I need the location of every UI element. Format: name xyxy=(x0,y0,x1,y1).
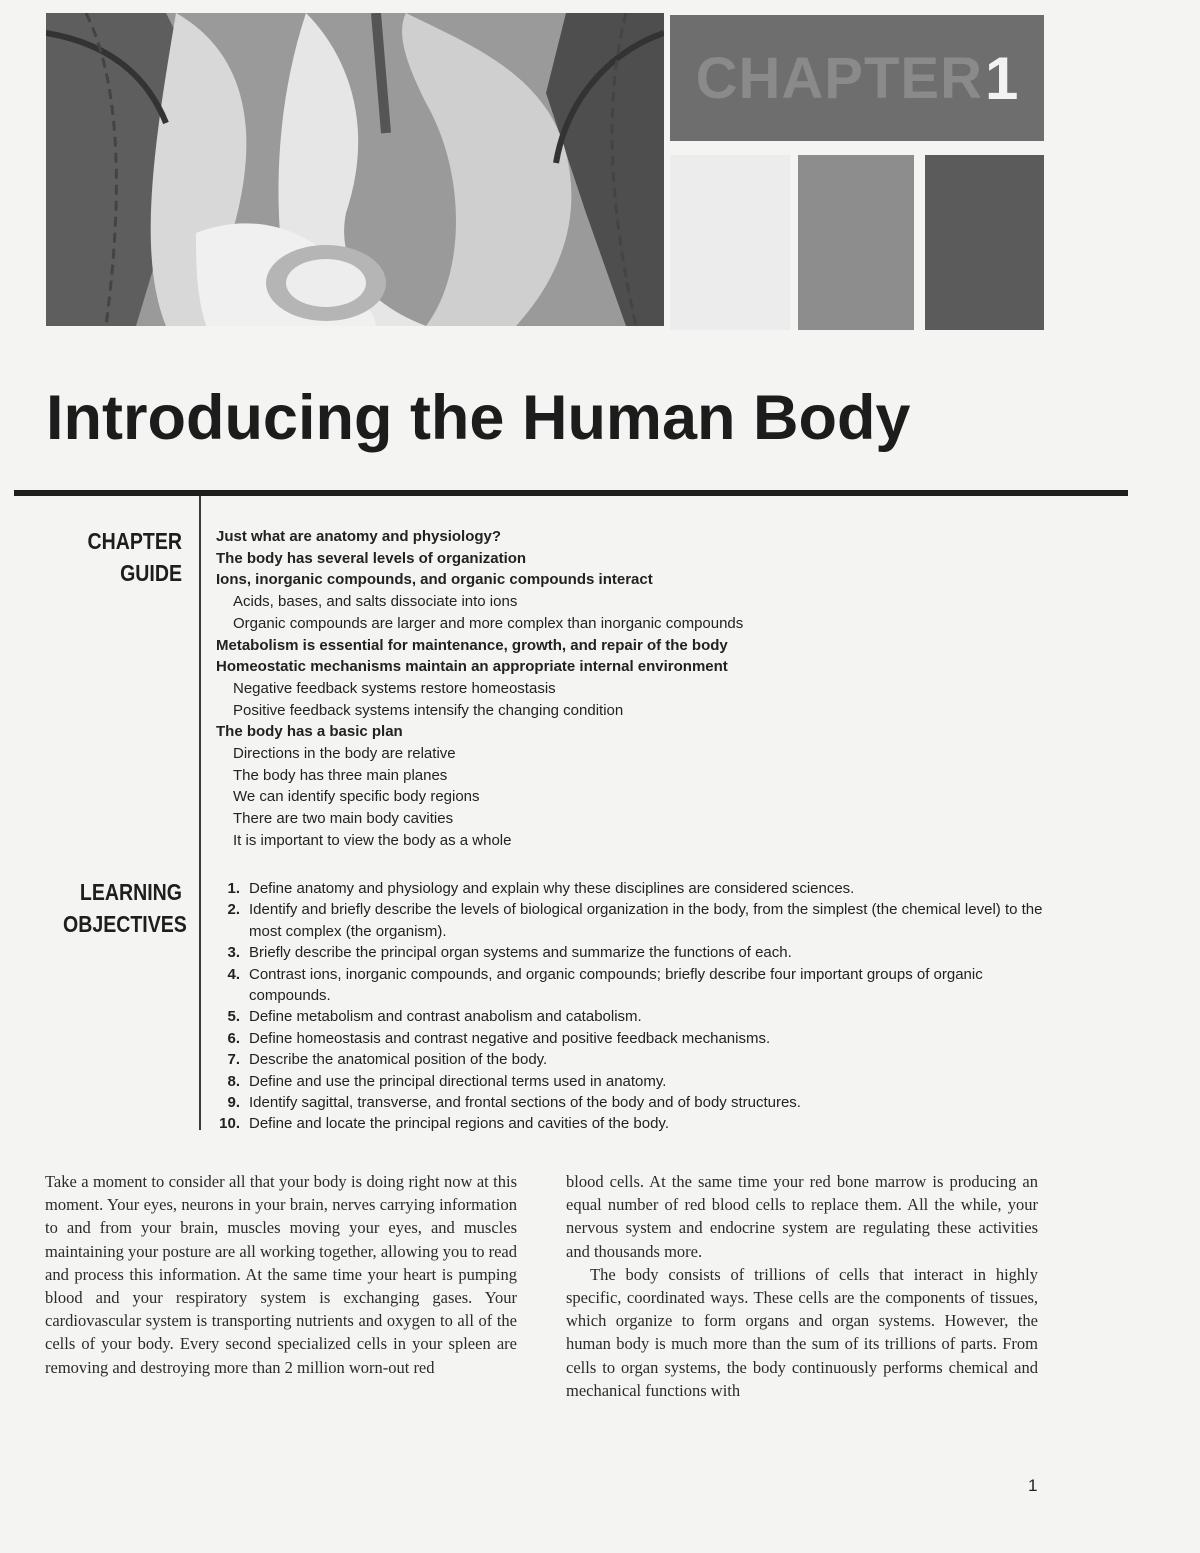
body-paragraph-left: Take a moment to consider all that your body is doing right now at this moment. Your eyes, neurons in your brain, nerves carrying information to and from your brain, muscles moving your eyes, and muscles maintaining your posture are all working together, allowing you to read and process this information. At the same time your heart is pumping blood and your respiratory system is exchanging gases. Your cardiovascular system is transporting nutrients and oxygen to all of the cells of your body. Every second specialized cells in your spleen are removing and destroying more than 2 million worn-out red xyxy=(45,1172,517,1377)
objective-number: 5. xyxy=(227,1008,240,1026)
objective-text: Define homeostasis and contrast negative and positive feedback mechanisms. xyxy=(249,1029,771,1047)
chapter-opener-illustration xyxy=(46,13,664,326)
chapter-guide-heading-line1: CHAPTER xyxy=(87,528,182,554)
sidebar-divider xyxy=(199,496,201,1130)
objective-text: Identify and briefly describe the levels of biological organization in the body, from the simplest (the chemical level) to the most complex (the organism). xyxy=(249,901,1043,940)
guide-subtopic: Organic compounds are larger and more complex than inorganic compounds xyxy=(233,614,744,632)
objective-text: Define and use the principal directional terms used in anatomy. xyxy=(249,1072,667,1090)
color-swatch-light xyxy=(670,155,790,330)
guide-subtopic: The body has three main planes xyxy=(233,766,448,784)
objective-text: Describe the anatomical position of the body. xyxy=(249,1051,548,1069)
guide-subtopic: Acids, bases, and salts dissociate into ions xyxy=(233,593,518,611)
objective-text: Contrast ions, inorganic compounds, and organic compounds; briefly describe four important groups of organic compounds. xyxy=(249,965,983,1005)
objective-text: Define metabolism and contrast anabolism and catabolism. xyxy=(249,1008,642,1026)
chapter-guide-list xyxy=(216,526,743,852)
guide-topic: Ions, inorganic compounds, and organic compounds interact xyxy=(216,571,653,589)
chapter-guide-heading xyxy=(63,525,182,589)
thorax-cross-section-illustration xyxy=(46,13,664,326)
objective-number: 1. xyxy=(227,880,240,897)
guide-subtopic: It is important to view the body as a whole xyxy=(233,831,512,849)
objective-number: 2. xyxy=(227,901,240,919)
objective-number: 7. xyxy=(227,1051,240,1069)
learning-objectives-heading xyxy=(63,876,187,940)
chapter-guide-heading-line2: GUIDE xyxy=(120,560,182,586)
learning-objectives-list xyxy=(216,878,1056,1135)
guide-topic: Metabolism is essential for maintenance, growth, and repair of the body xyxy=(216,636,728,654)
guide-topic: The body has a basic plan xyxy=(216,723,403,741)
color-swatch-mid xyxy=(798,155,914,330)
objective-text: Define and locate the principal regions and cavities of the body. xyxy=(249,1115,669,1133)
body-paragraph-right-1: blood cells. At the same time your red bone marrow is producing an equal number of red blood cells to replace them. All the while, your nervous system and endocrine system are regulating these activities and thousands more. xyxy=(566,1172,1038,1261)
guide-subtopic: Negative feedback systems restore homeostasis xyxy=(233,679,556,697)
objective-number: 8. xyxy=(227,1072,240,1090)
objective-item xyxy=(216,1071,1056,1092)
objective-item xyxy=(216,899,1056,942)
body-column-right xyxy=(566,1170,1038,1402)
objective-item xyxy=(216,1049,1056,1070)
color-swatch-dark xyxy=(925,155,1044,330)
guide-topic: Just what are anatomy and physiology? xyxy=(216,528,502,545)
objective-text: Define anatomy and physiology and explain why these disciplines are considered sciences. xyxy=(249,880,855,897)
chapter-number: 1 xyxy=(984,44,1019,112)
objective-item xyxy=(216,1092,1056,1113)
objective-text: Briefly describe the principal organ systems and summarize the functions of each. xyxy=(249,944,792,962)
chapter-banner xyxy=(670,15,1044,141)
objective-number: 6. xyxy=(227,1029,240,1047)
objective-item xyxy=(216,1113,1056,1134)
guide-topic: The body has several levels of organization xyxy=(216,549,527,567)
guide-subtopic: Directions in the body are relative xyxy=(233,745,456,763)
objective-item xyxy=(216,964,1056,1007)
title-divider xyxy=(14,490,1128,496)
guide-subtopic: We can identify specific body regions xyxy=(233,788,480,806)
body-paragraph-right-2: The body consists of trillions of cells that interact in highly specific, coordinated ways. These cells are the components of tissues, which organize to form organs and organ systems. However, the human body is much more than the sum of its trillions of parts. From cells to organ systems, the body continuously performs chemical and mechanical functions with xyxy=(566,1264,1038,1400)
guide-topic: Homeostatic mechanisms maintain an appropriate internal environment xyxy=(216,658,728,676)
objective-number: 10. xyxy=(219,1115,240,1133)
guide-subtopic: Positive feedback systems intensify the changing condition xyxy=(233,701,624,719)
objective-number: 4. xyxy=(227,965,240,983)
learning-objectives-heading-line2: OBJECTIVES xyxy=(63,911,187,937)
learning-objectives-heading-line1: LEARNING xyxy=(79,879,182,905)
objective-number: 9. xyxy=(227,1094,240,1112)
objective-item xyxy=(216,1028,1056,1049)
page-title: Introducing the Human Body xyxy=(46,383,911,453)
objective-text: Identify sagittal, transverse, and frontal sections of the body and of body structures. xyxy=(249,1094,801,1112)
objective-number: 3. xyxy=(227,944,240,962)
chapter-label: CHAPTER xyxy=(695,45,983,111)
objective-item xyxy=(216,942,1056,963)
objective-item xyxy=(216,1006,1056,1027)
guide-subtopic: There are two main body cavities xyxy=(233,810,454,828)
page-number: 1 xyxy=(1028,1476,1038,1495)
objective-item xyxy=(216,878,1056,899)
